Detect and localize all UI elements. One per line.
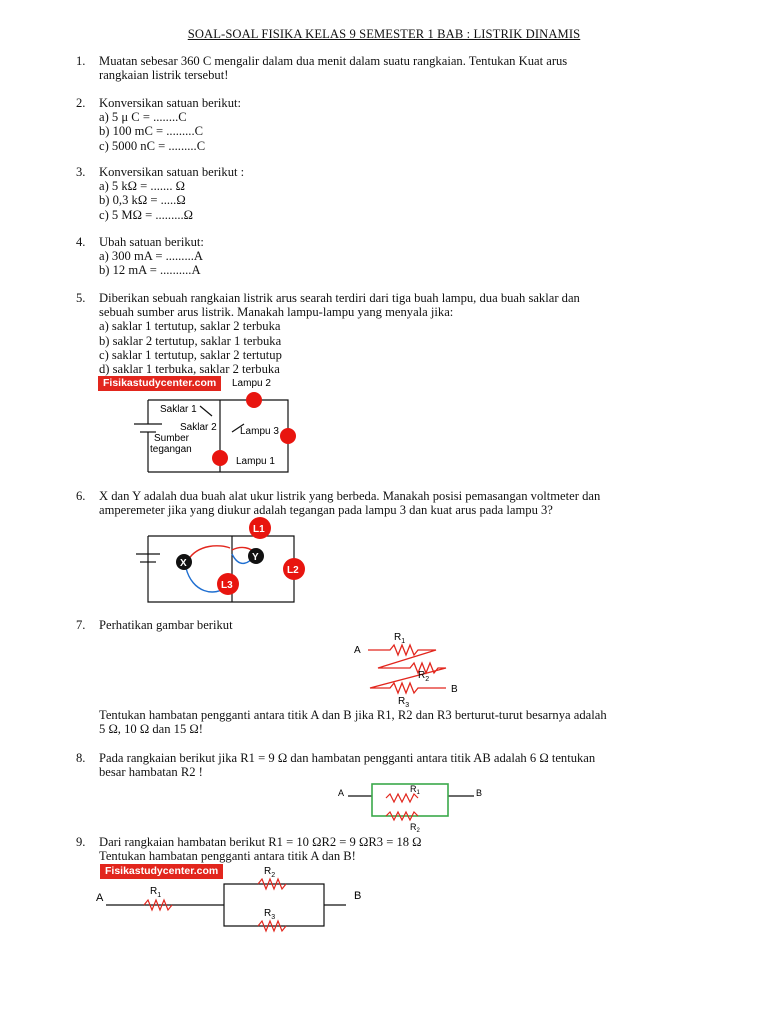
option-b: b) 100 mC = .........C <box>99 124 204 139</box>
option-a: a) saklar 1 tertutup, saklar 2 terbuka <box>99 319 281 334</box>
question-text: amperemeter jika yang diukur adalah tegangan pada lampu 3 dan kuat arus pada lampu 3? <box>99 503 553 518</box>
question-7 <box>76 618 716 632</box>
resistor-zigzag-diagram <box>350 632 470 709</box>
question-text: Tentukan hambatan pengganti antara titik A dan B jika R1, R2 dan R3 berturut-turut besarnya adalah <box>99 708 607 722</box>
option-a: a) 5 μ C = ........C <box>99 110 187 125</box>
question-text: sebuah sumber arus listrik. Manakah lampu-lampu yang menyala jika: <box>99 305 454 320</box>
label-saklar-2: Saklar 2 <box>180 422 217 433</box>
page-title: SOAL-SOAL FISIKA KELAS 9 SEMESTER 1 BAB : LISTRIK DINAMIS <box>187 27 581 41</box>
option-a: a) 300 mA = .........A <box>99 249 203 264</box>
label-lampu-1: Lampu 1 <box>236 456 275 467</box>
label-a: A <box>338 788 345 798</box>
label-y: Y <box>252 552 259 563</box>
question-9 <box>76 835 716 863</box>
label-l1: L1 <box>253 524 265 535</box>
label-a: A <box>96 892 104 904</box>
option-b: b) 12 mA = ..........A <box>99 263 201 278</box>
question-1 <box>76 54 716 82</box>
question-number: 6. <box>76 489 86 503</box>
option-b: b) saklar 2 tertutup, saklar 1 terbuka <box>99 333 282 348</box>
label-b: B <box>476 788 483 798</box>
question-number: 2. <box>76 96 86 110</box>
arrow-red-x <box>188 546 230 560</box>
question-number: 7. <box>76 618 86 632</box>
option-a: a) 5 kΩ = ....... Ω <box>99 179 185 194</box>
question-6 <box>76 489 716 517</box>
question-3 <box>76 165 716 222</box>
parallel-resistor-diagram <box>336 780 492 836</box>
question-text: X dan Y adalah dua buah alat ukur listrik yang berbeda. Manakah posisi pemasangan voltmeter dan <box>99 489 601 503</box>
label-r1: $R_1$ <box>150 886 162 899</box>
option-c: c) 5000 nC = .........C <box>99 138 206 153</box>
question-text: Tentukan hambatan pengganti antara titik A dan B! <box>99 849 356 864</box>
question-number: 9. <box>76 835 86 849</box>
question-text: rangkaian listrik tersebut! <box>99 68 229 83</box>
label-b: B <box>451 684 458 695</box>
label-b: B <box>354 890 362 902</box>
lamp-2 <box>246 392 262 408</box>
question-7-prompt <box>76 708 716 736</box>
label-saklar-1: Saklar 1 <box>160 404 197 415</box>
label-a: A <box>354 645 361 656</box>
question-text: Ubah satuan berikut: <box>99 235 204 249</box>
series-parallel-resistor-diagram <box>94 862 374 942</box>
question-2 <box>76 96 716 153</box>
question-text: Perhatikan gambar berikut <box>99 618 233 632</box>
watermark-badge: Fisikastudycenter.com <box>98 376 221 391</box>
label-r2: $R_2$ <box>410 822 420 834</box>
label-x: X <box>180 558 187 569</box>
label-r2: $R_2$ <box>418 670 430 683</box>
question-5 <box>76 291 716 376</box>
question-text: Konversikan satuan berikut : <box>99 165 245 179</box>
question-text: besar hambatan R2 ! <box>99 765 203 780</box>
question-text: 5 Ω, 10 Ω dan 15 Ω! <box>99 722 203 737</box>
option-b: b) 0,3 kΩ = .....Ω <box>99 193 186 208</box>
lamp-1 <box>212 450 228 466</box>
label-l3: L3 <box>221 580 233 591</box>
question-number: 5. <box>76 291 86 305</box>
circuit-diagram-meters <box>128 516 308 608</box>
question-number: 1. <box>76 54 86 68</box>
label-l2: L2 <box>287 565 299 576</box>
question-text: Muatan sebesar 360 C mengalir dalam dua menit dalam suatu rangkaian. Tentukan Kuat arus <box>99 54 568 68</box>
label-tegangan: tegangan <box>150 444 192 455</box>
option-d: d) saklar 1 terbuka, saklar 2 terbuka <box>99 362 280 377</box>
label-r1: $R_1$ <box>410 784 420 796</box>
label-lampu-3: Lampu 3 <box>240 426 279 437</box>
question-8 <box>76 751 716 779</box>
label-r1: $R_1$ <box>394 632 406 645</box>
label-sumber: Sumber <box>154 433 190 444</box>
question-number: 3. <box>76 165 86 179</box>
watermark-badge: Fisikastudycenter.com <box>100 864 223 879</box>
question-text: Pada rangkaian berikut jika R1 = 9 Ω dan hambatan pengganti antara titik AB adalah 6 Ω tentukan <box>99 751 596 765</box>
label-lampu-2: Lampu 2 <box>232 378 271 389</box>
label-r3: $R_3$ <box>264 908 276 921</box>
question-number: 4. <box>76 235 86 249</box>
question-text: Konversikan satuan berikut: <box>99 96 241 110</box>
question-4 <box>76 235 716 278</box>
option-c: c) 5 MΩ = .........Ω <box>99 207 194 222</box>
question-text: Dari rangkaian hambatan berikut R1 = 10 ΩR2 = 9 ΩR3 = 18 Ω <box>99 835 422 849</box>
question-text: Diberikan sebuah rangkaian listrik arus searah terdiri dari tiga buah lampu, dua buah saklar dan <box>99 291 580 305</box>
lamp-3 <box>280 428 296 444</box>
option-c: c) saklar 1 tertutup, saklar 2 tertutup <box>99 347 282 362</box>
label-r2: $R_2$ <box>264 866 276 879</box>
label-r3: $R_3$ <box>398 696 410 709</box>
question-number: 8. <box>76 751 86 765</box>
circuit-diagram-lamps-switches <box>120 374 320 479</box>
